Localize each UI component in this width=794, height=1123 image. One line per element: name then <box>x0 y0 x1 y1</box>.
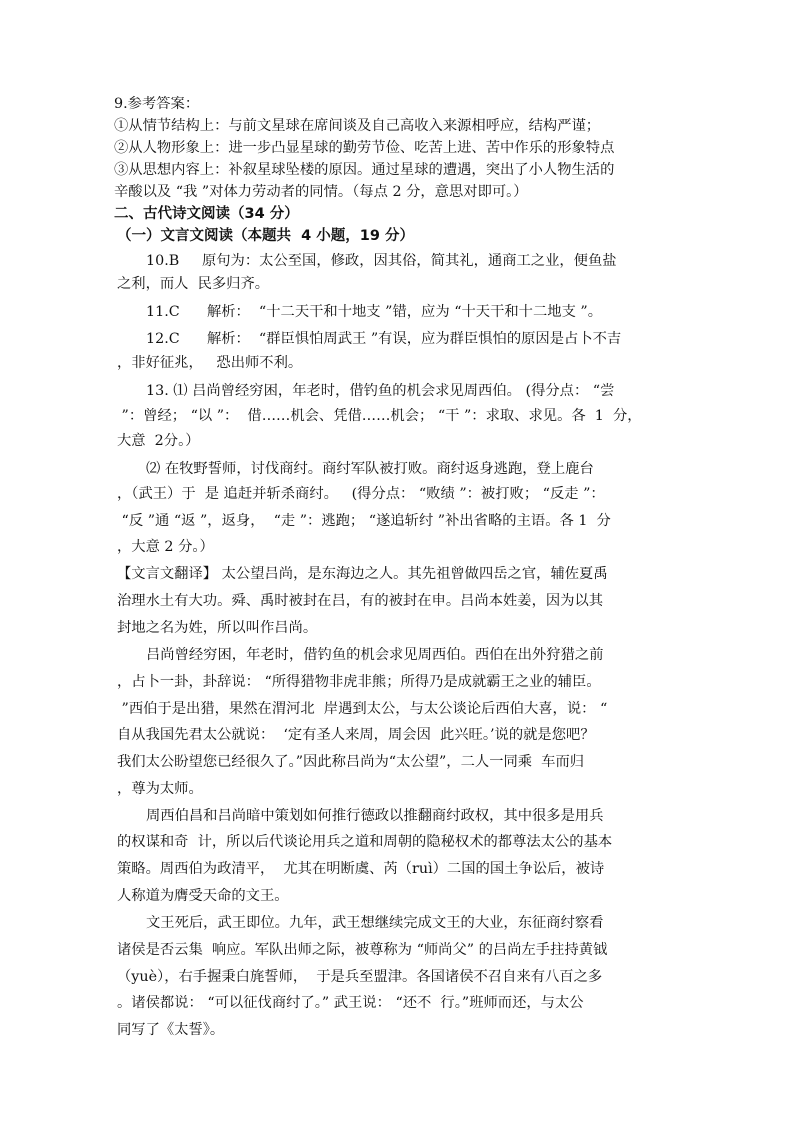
translation-para-2-end: ，尊为太师。 <box>117 781 203 797</box>
translation-para-4-end: 同写了《太誓》。 <box>117 1022 225 1038</box>
answer-13-1-cont: ”：曾经； “以 ”： 借……机会、凭借……机会； “干 ”：求取、求见。各 1 分， <box>117 408 642 424</box>
answer-13-2: ⑵ 在牧野誓师，讨伐商纣。商纣军队被打败。商纣返身逃跑，登上鹿台 <box>146 461 594 477</box>
translation-para-2: 吕尚曾经穷困，年老时，借钓鱼的机会求见周西伯。西伯在出外狩猎之前 <box>146 647 604 663</box>
answer-9-point-3-cont: 辛酸以及 “我 ”对体力劳动者的同情。（每点 2 分，意思对即可。） <box>114 184 528 200</box>
answer-12: 12.C 解析： “群臣惧怕周武王 ”有误，应为群臣惧怕的原因是占卜不吉 <box>146 331 622 347</box>
translation-para-2-l5: 我们太公盼望您已经很久了。”因此称吕尚为“太公望”，二人一同乘 车而归 <box>117 754 585 770</box>
translation-para-2-l2: ，占卜一卦，卦辞说： “所得猎物非虎非熊；所得乃是成就霸王之业的辅臣。 <box>117 674 601 690</box>
answer-13-2-end: ，大意 2 分。） <box>117 539 214 555</box>
answer-12-cont: ，非好征兆， 恐出师不利。 <box>117 355 303 371</box>
translation-para-1: 【文言文翻译】 太公望吕尚，是东海边之人。其先祖曾做四岳之官，辅佐夏禹 <box>117 566 608 582</box>
answer-13-2-cont: ，（武王）于 是 追赶并斩杀商纣。 (得分点： “败绩 ”：被打败； “反走 ”： <box>117 486 605 502</box>
answer-13-2-cont2: “反 ”通 “返 ”，返身， “走 ”：逃跑； “遂追斩纣 ”补出省略的主语。各 1 分 <box>117 513 611 529</box>
translation-para-3-l3: 策略。周西伯为政清平， 尤其在明断虞、芮（ruì）二国的国土争讼后，被诗 <box>117 861 605 877</box>
answer-9-point-3: ③从思想内容上：补叙星球坠楼的原因。通过星球的遭遇，突出了小人物生活的 <box>114 162 615 178</box>
subsection-heading-prose: （一）文言文阅读（本题共 4 小题，19 分） <box>117 228 414 244</box>
translation-para-3-end: 人称道为膺受天命的文王。 <box>117 888 289 904</box>
answer-10: 10.B 原句为：太公至国，修政，因其俗，简其礼，通商工之业，便鱼盐 <box>146 253 617 269</box>
translation-para-2-l3: ”西伯于是出猎，果然在渭河北 岸遇到太公，与太公谈论后西伯大喜，说： “ <box>117 701 608 717</box>
answer-10-cont: 之利，而人 民多归齐。 <box>117 276 270 292</box>
translation-para-4-l3: （yuè），右手握秉白旄誓师， 于是兵至盟津。各国诸侯不召自来有八百之多 <box>117 969 603 985</box>
translation-para-4-l4: 。诸侯都说： “可以征伐商纣了。” 武王说： “还不 行。”班师而还，与太公 <box>117 995 584 1011</box>
translation-para-3: 周西伯昌和吕尚暗中策划如何推行德政以推翻商纣政权，其中很多是用兵 <box>146 808 604 824</box>
answer-11: 11.C 解析： “十二天干和十地支 ”错，应为 “十天干和十二地支 ”。 <box>146 304 603 320</box>
answer-9-heading: 9.参考答案： <box>114 96 200 112</box>
section-heading-classical: 二、古代诗文阅读（34 分） <box>114 206 299 222</box>
answer-9-point-2: ②从人物形象上：进一步凸显星球的勤劳节俭、吃苦上进、苦中作乐的形象特点 <box>114 140 615 156</box>
translation-para-1-end: 封地之名为姓，所以叫作吕尚。 <box>117 620 318 636</box>
answer-13-1: 13. ⑴ 吕尚曾经穷困，年老时，借钓鱼的机会求见周西伯。 (得分点： “尝 <box>146 383 615 399</box>
translation-para-4: 文王死后，武王即位。九年，武王想继续完成文王的大业，东征商纣察看 <box>146 915 604 931</box>
answer-9-point-1: ①从情节结构上：与前文星球在席间谈及自己高收入来源相呼应，结构严谨； <box>114 118 601 134</box>
translation-para-3-l2: 的权谋和奇 计，所以后代谈论用兵之道和周朝的隐秘权术的都尊法太公的基本 <box>117 834 613 850</box>
translation-para-1-cont: 治理水土有大功。舜、禹时被封在吕，有的被封在申。吕尚本姓姜，因为以其 <box>117 593 604 609</box>
translation-para-2-l4: 自从我国先君太公就说： ‘定有圣人来周，周会因 此兴旺。’说的就是您吧？ <box>117 727 595 743</box>
translation-para-4-l2: 诸侯是否云集 响应。军队出师之际，被尊称为 “师尚父” 的吕尚左手拄持黄钺 <box>117 942 608 958</box>
answer-13-1-end: 大意 2分。） <box>117 433 200 449</box>
